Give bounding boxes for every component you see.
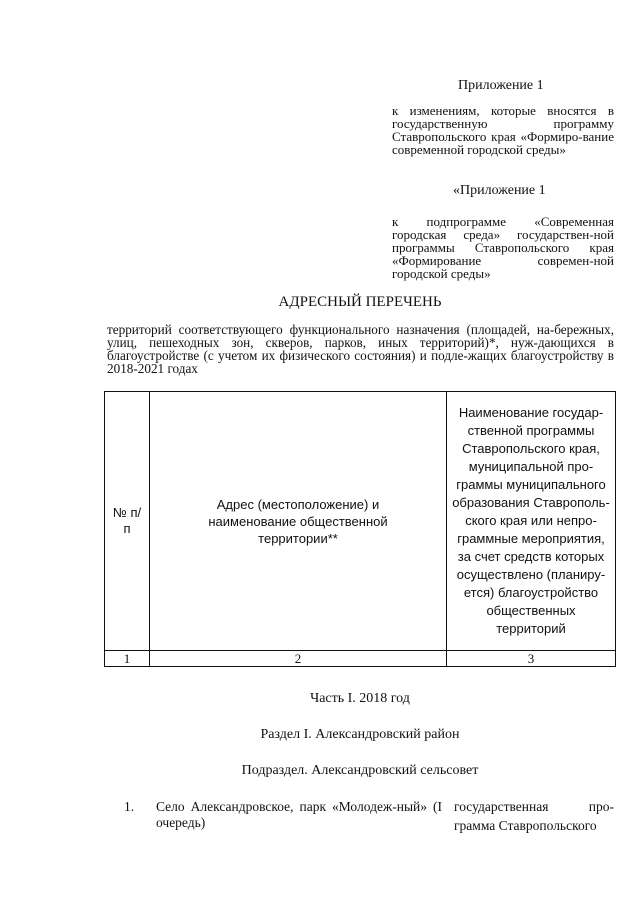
header-program: [447, 392, 616, 651]
inner-appendix-title: «Приложение 1: [453, 183, 546, 198]
address-table: [104, 391, 616, 667]
header-number: [105, 392, 150, 651]
appendix-title: Приложение 1: [458, 78, 544, 93]
table-column-numbers-row: [105, 651, 616, 667]
subsection-title: Подраздел. Александровский сельсовет: [241, 763, 479, 778]
row-program-line1: государственная про-: [454, 799, 614, 814]
document-subtitle: территорий соответствующего функционального назначения (площадей, на-бережных, улиц, пешеходных зон, скверов, парков, иных территорий)*, нуж-дающихся в благоустройстве (с учетом их физического состояния) и подле-жащих благоустройству в 2018-2021 годах: [107, 322, 614, 376]
header-address: [150, 392, 447, 651]
document-heading: АДРЕСНЫЙ ПЕРЕЧЕНЬ: [278, 294, 442, 310]
inner-appendix-text: к подпрограмме «Современная городская среда» государствен-ной программы Ставропольского края «Формирование современ-ной городской среды»: [392, 214, 614, 281]
row-program-line2: грамма Ставропольского: [454, 818, 597, 833]
row-number: 1.: [124, 799, 135, 814]
section-title: Раздел I. Александровский район: [260, 727, 460, 742]
row-address: Село Александровское, парк «Молодеж-ный» (I очередь): [156, 799, 442, 830]
column-number-1: 1: [105, 651, 150, 667]
table-header-row: [105, 392, 616, 651]
part-title: Часть I. 2018 год: [310, 691, 410, 706]
appendix-text: к изменениям, которые вносятся в государственную программу Ставропольского края «Формиро-вание современной городской среды»: [392, 103, 614, 157]
column-number-2: 2: [150, 651, 447, 667]
header-number-label: № п/п: [112, 505, 142, 536]
header-address-label: Адрес (местоположение) и наименование общественной территории**: [208, 496, 388, 546]
column-number-3: 3: [447, 651, 616, 667]
header-program-label: Наименование государ-ственной программы Ставропольского края, муниципальной про-граммы муниципального образования Ставрополь-ского края или непро-граммные мероприятия, за счет средств которых осуществлено (планиру-ется) благоустройство общественных территорий: [452, 405, 610, 636]
